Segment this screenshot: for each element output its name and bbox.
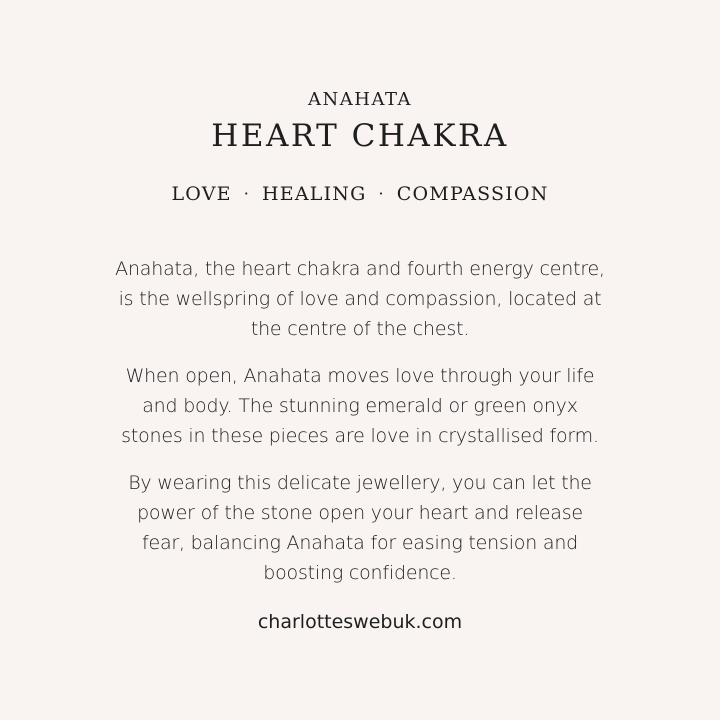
paragraph-line: By wearing this delicate jewellery, you can let the bbox=[128, 472, 592, 494]
keyword-separator: · bbox=[243, 184, 250, 203]
keyword-separator: · bbox=[378, 184, 385, 203]
paragraph-line: the centre of the chest. bbox=[250, 318, 470, 340]
paragraph-line: is the wellspring of love and compassion, located at bbox=[118, 288, 602, 310]
keyword-list bbox=[0, 181, 720, 207]
paragraph-intro bbox=[70, 254, 650, 344]
keyword-healing: HEALING bbox=[262, 183, 367, 205]
chakra-sanskrit-name: ANAHATA bbox=[308, 89, 412, 110]
paragraph-line: stones in these pieces are love in crystallised form. bbox=[121, 425, 599, 447]
paragraph-line: boosting confidence. bbox=[263, 562, 457, 584]
paragraph-benefits bbox=[70, 468, 650, 588]
paragraph-line: When open, Anahata moves love through your life bbox=[125, 365, 595, 387]
paragraph-line: power of the stone open your heart and release bbox=[137, 502, 583, 524]
paragraph-line: Anahata, the heart chakra and fourth energy centre, bbox=[115, 258, 605, 280]
website-link[interactable]: charlotteswebuk.com bbox=[257, 611, 463, 633]
keyword-love: LOVE bbox=[171, 183, 232, 205]
chakra-title: HEART CHAKRA bbox=[211, 118, 509, 154]
paragraph-stones bbox=[70, 361, 650, 451]
paragraph-line: fear, balancing Anahata for easing tension and bbox=[141, 532, 579, 554]
keyword-compassion: COMPASSION bbox=[396, 183, 549, 205]
paragraph-line: and body. The stunning emerald or green onyx bbox=[142, 395, 578, 417]
